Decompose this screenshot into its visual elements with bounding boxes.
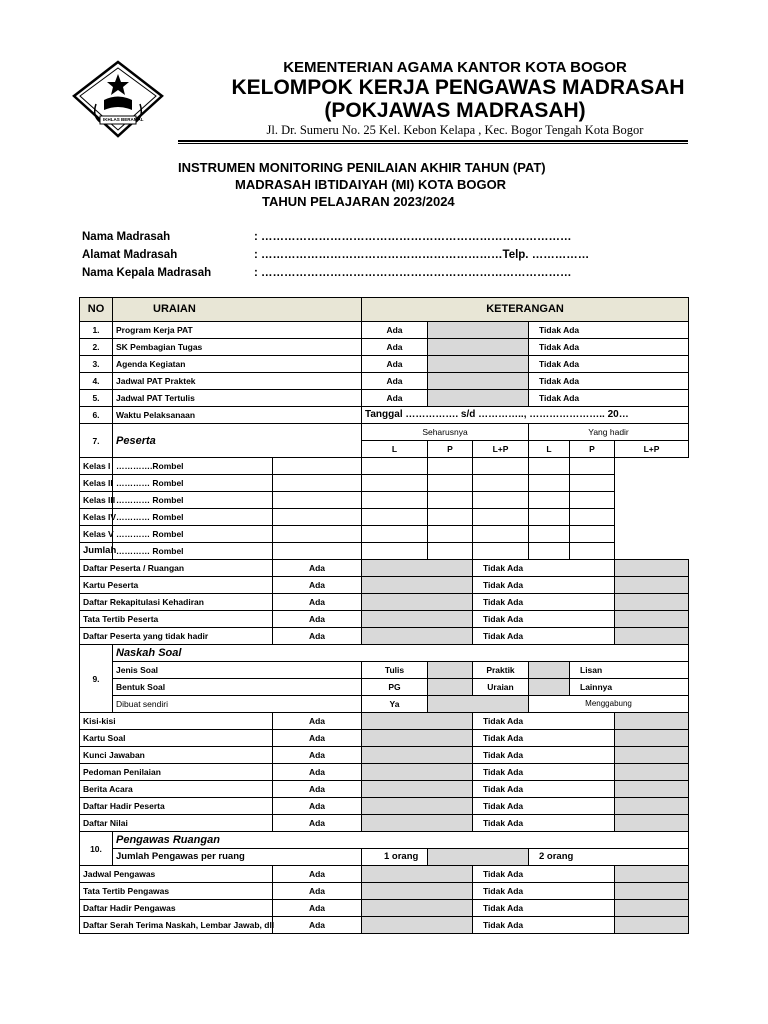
table-row: 7. Peserta Seharusnya Yang hadir [80, 424, 689, 441]
ada-checkbox[interactable] [362, 611, 473, 628]
kepala-label: Nama Kepala Madrasah [82, 267, 212, 279]
table-row: Kelas III ………… Rombel [80, 492, 689, 509]
ada-checkbox[interactable] [362, 747, 473, 764]
col-uraian: URAIAN [113, 298, 362, 322]
table-row: Jadwal Pengawas Ada Tidak Ada [80, 866, 689, 883]
col-no: NO [80, 298, 113, 322]
admin-rows [80, 322, 689, 407]
count-cell[interactable] [529, 458, 570, 475]
table-row: Kelas V ………… Rombel [80, 526, 689, 543]
count-cell[interactable] [273, 492, 362, 509]
count-cell[interactable] [529, 492, 570, 509]
nama-field[interactable]: : ……………………………………………………………………… [254, 231, 572, 243]
nama-label: Nama Madrasah [82, 231, 171, 243]
ada-checkbox[interactable] [362, 866, 473, 883]
count-cell[interactable] [570, 526, 615, 543]
header-address: Jl. Dr. Sumeru No. 25 Kel. Kebon Kelapa , Kec. Bogor Tengah Kota Bogor [266, 123, 644, 137]
table-row: Kunci Jawaban Ada Tidak Ada [80, 747, 689, 764]
ada-checkbox[interactable] [362, 594, 473, 611]
ada-checkbox[interactable] [428, 390, 529, 407]
kemenag-logo [70, 60, 166, 138]
table-row: Kelas II ………… Rombel [80, 475, 689, 492]
section-naskah: Naskah Soal [113, 645, 689, 662]
section-peserta: Peserta [113, 424, 362, 458]
count-cell[interactable] [362, 492, 428, 509]
doc-subtitle: MADRASAH IBTIDAIYAH (MI) KOTA BOGOR [235, 177, 507, 192]
table-row: 2. SK Pembagian Tugas Ada Tidak Ada [80, 339, 689, 356]
section-pengawas: Pengawas Ruangan [113, 832, 689, 849]
table-row: Kartu Peserta Ada Tidak Ada [80, 577, 689, 594]
table-row: Berita Acara Ada Tidak Ada [80, 781, 689, 798]
table-row: Daftar Hadir Pengawas Ada Tidak Ada [80, 900, 689, 917]
tidak-ada-checkbox[interactable] [615, 883, 689, 900]
tidak-ada-checkbox[interactable] [615, 900, 689, 917]
count-cell[interactable] [428, 509, 473, 526]
ada-checkbox[interactable] [362, 883, 473, 900]
ada-checkbox[interactable] [428, 339, 529, 356]
count-cell[interactable] [428, 543, 473, 560]
table-row: Bentuk Soal PG Uraian Lainnya [80, 679, 689, 696]
count-cell[interactable] [529, 509, 570, 526]
table-row: Dibuat sendiri Ya Menggabung [80, 696, 689, 713]
tidak-ada-checkbox[interactable] [615, 866, 689, 883]
ada-checkbox[interactable] [362, 781, 473, 798]
table-row: Daftar Peserta / Ruangan Ada Tidak Ada [80, 560, 689, 577]
count-cell[interactable] [273, 509, 362, 526]
table-row: Daftar Hadir Peserta Ada Tidak Ada [80, 798, 689, 815]
doc-year: TAHUN PELAJARAN 2023/2024 [262, 194, 455, 209]
ada-checkbox[interactable] [362, 815, 473, 832]
kepala-field[interactable]: : ……………………………………………………………………… [254, 267, 572, 279]
table-row: Daftar Nilai Ada Tidak Ada [80, 815, 689, 832]
count-cell[interactable] [529, 475, 570, 492]
count-cell[interactable] [362, 509, 428, 526]
ada-checkbox[interactable] [428, 356, 529, 373]
tidak-ada-checkbox[interactable] [615, 781, 689, 798]
alamat-label: Alamat Madrasah [82, 249, 178, 261]
count-cell[interactable] [428, 492, 473, 509]
ada-checkbox[interactable] [362, 628, 473, 645]
table-row: Kisi-kisi Ada Tidak Ada [80, 713, 689, 730]
count-cell[interactable] [273, 475, 362, 492]
count-cell[interactable] [428, 526, 473, 543]
header-rule [178, 140, 688, 142]
count-cell[interactable] [362, 475, 428, 492]
table-row: 10. Pengawas Ruangan [80, 832, 689, 849]
table-row: 3. Agenda Kegiatan Ada Tidak Ada [80, 356, 689, 373]
count-cell[interactable] [570, 509, 615, 526]
table-row: Jenis Soal Tulis Praktik Lisan [80, 662, 689, 679]
table-row: Jumlah Pengawas per ruang 1 orang 2 orang [80, 849, 689, 866]
ada-checkbox[interactable] [428, 373, 529, 390]
header-abbrev: (POKJAWAS MADRASAH) [324, 99, 586, 122]
logo-caption: IKHLAS BERAMAL [103, 117, 144, 122]
table-row: Daftar Serah Terima Naskah, Lembar Jawab, dll Ada Tidak Ada [80, 917, 689, 934]
count-cell[interactable] [428, 458, 473, 475]
count-cell[interactable] [570, 492, 615, 509]
table-row: L P L+P L P L+P [80, 441, 689, 458]
tidak-ada-checkbox[interactable] [615, 747, 689, 764]
alamat-field[interactable]: : ………………………………………………………Telp. …………… [254, 249, 590, 261]
table-row: Kelas I ………….Rombel [80, 458, 689, 475]
tidak-ada-checkbox[interactable] [615, 764, 689, 781]
table-row: 6. Waktu Pelaksanaan Tanggal ……………. s/d ………….., ………………….. 20… [80, 407, 689, 424]
header-rule-thin [178, 143, 688, 144]
header-group: KELOMPOK KERJA PENGAWAS MADRASAH [231, 76, 685, 99]
table-row: Tata Tertib Pengawas Ada Tidak Ada [80, 883, 689, 900]
tidak-ada-checkbox[interactable] [615, 917, 689, 934]
ada-checkbox[interactable] [428, 322, 529, 339]
table-row: 9. Naskah Soal [80, 645, 689, 662]
tidak-ada-checkbox[interactable] [615, 560, 689, 577]
table-row: 1. Program Kerja PAT Ada Tidak Ada [80, 322, 689, 339]
count-cell[interactable] [473, 509, 529, 526]
kelas-rows [80, 458, 689, 560]
ada-checkbox[interactable] [362, 900, 473, 917]
count-cell[interactable] [473, 475, 529, 492]
tidak-ada-checkbox[interactable] [615, 628, 689, 645]
ada-checkbox[interactable] [362, 730, 473, 747]
table-row: Daftar Peserta yang tidak hadir Ada Tidak Ada [80, 628, 689, 645]
tidak-ada-checkbox[interactable] [615, 713, 689, 730]
count-cell[interactable] [273, 526, 362, 543]
ada-checkbox[interactable] [362, 577, 473, 594]
ada-checkbox[interactable] [362, 798, 473, 815]
naskah-items [80, 713, 689, 832]
table-row: Kelas IV ………… Rombel [80, 509, 689, 526]
tidak-ada-checkbox[interactable] [615, 730, 689, 747]
table-row: Tata Tertib Peserta Ada Tidak Ada [80, 611, 689, 628]
table-row: Jumlah ………… Rombel [80, 543, 689, 560]
ada-checkbox[interactable] [362, 764, 473, 781]
count-cell[interactable] [473, 492, 529, 509]
count-cell[interactable] [362, 543, 428, 560]
ada-checkbox[interactable] [362, 917, 473, 934]
table-row: Daftar Rekapitulasi Kehadiran Ada Tidak Ada [80, 594, 689, 611]
ada-checkbox[interactable] [362, 560, 473, 577]
count-cell[interactable] [428, 475, 473, 492]
count-cell[interactable] [570, 458, 615, 475]
count-cell[interactable] [529, 543, 570, 560]
table-row: 4. Jadwal PAT Praktek Ada Tidak Ada [80, 373, 689, 390]
ada-checkbox[interactable] [362, 713, 473, 730]
count-cell[interactable] [362, 458, 428, 475]
count-cell[interactable] [273, 458, 362, 475]
count-cell[interactable] [362, 526, 428, 543]
doc-title: INSTRUMEN MONITORING PENILAIAN AKHIR TAHUN (PAT) [178, 160, 546, 175]
pengawas-items [80, 866, 689, 934]
count-cell[interactable] [570, 543, 615, 560]
tidak-ada-checkbox[interactable] [615, 798, 689, 815]
table-header [80, 298, 689, 322]
col-keterangan: KETERANGAN [362, 298, 689, 322]
count-cell[interactable] [570, 475, 615, 492]
count-cell[interactable] [529, 526, 570, 543]
count-cell[interactable] [473, 458, 529, 475]
count-cell[interactable] [473, 543, 529, 560]
table-row: Pedoman Penilaian Ada Tidak Ada [80, 764, 689, 781]
tidak-ada-checkbox[interactable] [615, 815, 689, 832]
table-row: 5. Jadwal PAT Tertulis Ada Tidak Ada [80, 390, 689, 407]
table-row: Kartu Soal Ada Tidak Ada [80, 730, 689, 747]
peserta-items [80, 560, 689, 645]
tidak-ada-checkbox[interactable] [615, 577, 689, 594]
count-cell[interactable] [473, 526, 529, 543]
tidak-ada-checkbox[interactable] [615, 594, 689, 611]
count-cell[interactable] [273, 543, 362, 560]
monitoring-table [79, 297, 689, 934]
tidak-ada-checkbox[interactable] [615, 611, 689, 628]
waktu-field[interactable]: Tanggal ……………. s/d ………….., ………………….. 20… [362, 407, 689, 424]
header-ministry: KEMENTERIAN AGAMA KANTOR KOTA BOGOR [283, 59, 627, 76]
